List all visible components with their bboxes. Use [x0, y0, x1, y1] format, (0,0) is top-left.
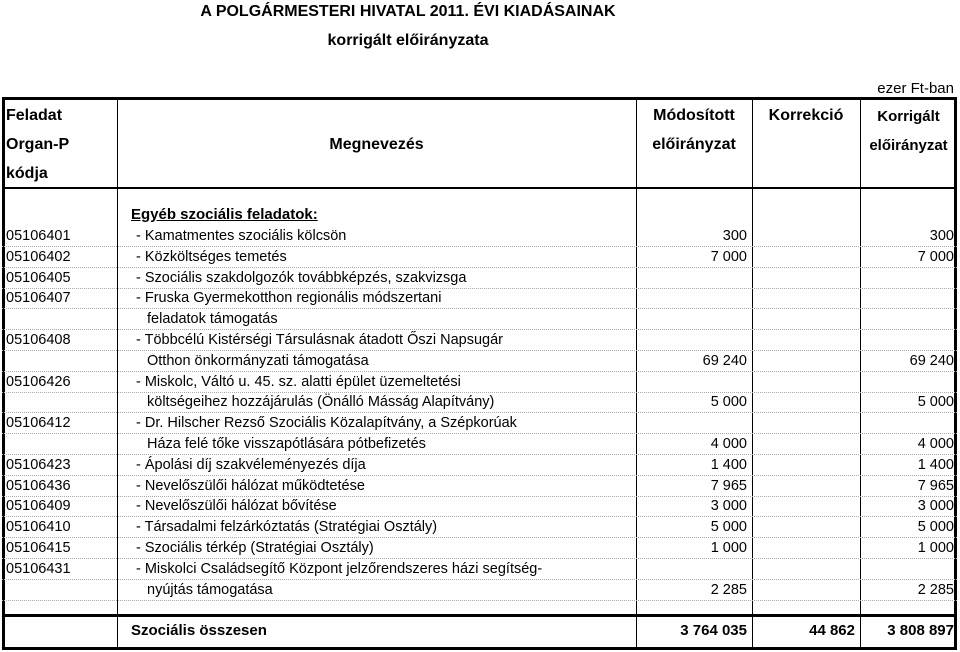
- row-name: - Miskolci Családsegítő Központ jelzőrendszeres házi segítség-: [136, 560, 543, 577]
- row-code: 05106431: [6, 560, 71, 577]
- header-divider: [2, 187, 957, 189]
- row-name: költségeihez hozzájárulás (Önálló Másság Alapítvány): [147, 394, 495, 411]
- column-header-code-line3: kódja: [6, 165, 48, 182]
- column-header-code-line2: Organ-P: [6, 136, 70, 153]
- table-row: [0, 330, 960, 351]
- row-modositott: 7 965: [710, 477, 747, 494]
- row-name: Háza felé tőke visszapótlására pótbefizetés: [147, 436, 426, 452]
- column-header-korrigalt-line2: előirányzat: [869, 137, 948, 154]
- page-title: A POLGÁRMESTERI HIVATAL 2011. ÉVI KIADÁSAINAK: [200, 3, 616, 20]
- row-name: - Szociális szakdolgozók továbbképzés, szakvizsga: [136, 269, 467, 286]
- row-modositott: 5 000: [710, 519, 747, 536]
- row-code: 05106423: [6, 456, 71, 473]
- column-header-code-line1: Feladat: [6, 107, 63, 124]
- row-name: nyújtás támogatása: [147, 581, 273, 598]
- row-code: 05106426: [6, 373, 71, 390]
- total-divider: [2, 614, 957, 617]
- table-row: [0, 288, 960, 309]
- total-korrekcio: 44 862: [809, 622, 855, 639]
- row-name: - Kamatmentes szociális kölcsön: [136, 228, 347, 244]
- row-korrigalt: 7 965: [917, 477, 954, 494]
- row-modositott: 7 000: [710, 248, 747, 265]
- row-code: 05106410: [6, 519, 71, 536]
- unit-label: ezer Ft-ban: [877, 80, 954, 97]
- row-code: 05106402: [6, 248, 71, 265]
- row-korrigalt: 4 000: [917, 436, 954, 452]
- row-modositott: 5 000: [710, 394, 747, 411]
- total-modositott: 3 764 035: [680, 622, 747, 639]
- row-name: Otthon önkormányzati támogatása: [147, 352, 369, 369]
- row-korrigalt: 3 000: [917, 498, 954, 515]
- table-row: [0, 538, 960, 559]
- table-row: [0, 455, 960, 476]
- column-header-name: Megnevezés: [329, 136, 424, 153]
- row-gridline: [2, 600, 957, 601]
- row-name: - Többcélú Kistérségi Társulásnak átadott Őszi Napsugár: [136, 332, 503, 348]
- table-row: [0, 268, 960, 289]
- row-modositott: 4 000: [710, 436, 747, 452]
- row-korrigalt: 5 000: [917, 519, 954, 536]
- page-subtitle: korrigált előirányzata: [327, 32, 489, 49]
- row-modositott: 69 240: [702, 352, 747, 369]
- row-name: - Szociális térkép (Stratégiai Osztály): [136, 540, 374, 556]
- row-korrigalt: 2 285: [917, 581, 954, 598]
- row-code: 05106412: [6, 415, 71, 432]
- row-korrigalt: 7 000: [917, 248, 954, 265]
- row-name: feladatok támogatás: [147, 311, 278, 328]
- table-row: [0, 517, 960, 538]
- row-name: - Miskolc, Váltó u. 45. sz. alatti épület üzemeltetési: [136, 373, 461, 390]
- section-heading: Egyéb szociális feladatok:: [131, 206, 318, 223]
- row-name: - Nevelőszülői hálózat bővítése: [136, 498, 337, 515]
- row-name: - Fruska Gyermekotthon regionális módszertani: [136, 290, 442, 307]
- table-row: [0, 226, 960, 247]
- table-row: [0, 496, 960, 517]
- row-code: 05106408: [6, 332, 71, 348]
- row-korrigalt: 69 240: [909, 352, 954, 369]
- row-modositott: 1 400: [710, 456, 747, 473]
- row-code: 05106401: [6, 228, 71, 244]
- column-header-modositott-line2: előirányzat: [652, 136, 736, 153]
- column-header-modositott-line1: Módosított: [653, 107, 735, 124]
- table-row: [0, 580, 960, 601]
- row-korrigalt: 1 400: [917, 456, 954, 473]
- row-code: 05106405: [6, 269, 71, 286]
- row-name: - Ápolási díj szakvéleményezés díja: [136, 456, 366, 473]
- total-korrigalt: 3 808 897: [887, 622, 954, 639]
- row-modositott: 300: [722, 228, 747, 244]
- row-code: 05106436: [6, 477, 71, 494]
- table-row: [0, 309, 960, 330]
- table-row: [0, 372, 960, 393]
- total-row: [0, 620, 960, 642]
- table-row: [0, 413, 960, 434]
- row-modositott: 3 000: [710, 498, 747, 515]
- column-header-korrigalt-line1: Korrigált: [877, 108, 940, 125]
- row-korrigalt: 5 000: [917, 394, 954, 411]
- row-name: - Dr. Hilscher Rezső Szociális Közalapítvány, a Szépkorúak: [136, 415, 517, 432]
- row-korrigalt: 300: [929, 228, 954, 244]
- row-code: 05106407: [6, 290, 71, 307]
- row-code: 05106409: [6, 498, 71, 515]
- row-name: - Közköltséges temetés: [136, 248, 287, 265]
- table-row: [0, 351, 960, 372]
- row-modositott: 1 000: [710, 540, 747, 556]
- table-row: [0, 434, 960, 455]
- table-row: [0, 392, 960, 413]
- row-code: 05106415: [6, 540, 71, 556]
- row-name: - Nevelőszülői hálózat működtetése: [136, 477, 365, 494]
- total-label: Szociális összesen: [131, 622, 267, 639]
- table-row: [0, 476, 960, 497]
- row-modositott: 2 285: [710, 581, 747, 598]
- table-row: [0, 559, 960, 580]
- table-row: [0, 247, 960, 268]
- row-name: - Társadalmi felzárkóztatás (Stratégiai Osztály): [136, 519, 438, 536]
- row-korrigalt: 1 000: [917, 540, 954, 556]
- column-header-korrekcio: Korrekció: [768, 107, 844, 124]
